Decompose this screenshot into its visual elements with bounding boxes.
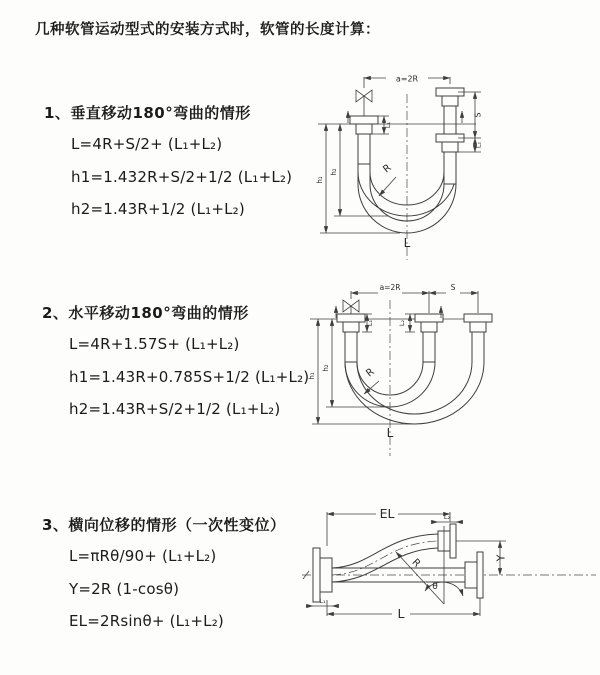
dimension-a2r [351, 283, 478, 313]
radius-construction [396, 526, 444, 604]
right-flange [465, 552, 483, 598]
dim-l1-label: L₁ [366, 319, 374, 327]
right-pipe-fitting [436, 88, 464, 184]
dim-a2r-label: a=2R [395, 74, 419, 84]
braided-hose-section [423, 332, 435, 362]
dim-h2-label: h₂ [330, 168, 338, 176]
centerline [302, 571, 596, 579]
section-1-formulas [71, 135, 292, 233]
formula-line: Y=2R (1-cosθ) [69, 579, 180, 598]
formula-line: h2=1.43R+1/2 (L₁+L₂) [71, 200, 245, 218]
dim-l1-label: L₁ [319, 597, 326, 605]
formula-line: L=4R+1.57S+ (L₁+L₂) [69, 335, 240, 353]
dimension-a2r [364, 75, 450, 89]
section-2-heading: 2、水平移动180°弯曲的情形 [42, 304, 249, 322]
page-title: 几种软管运动型式的安装方式时，软管的长度计算： [35, 22, 380, 38]
right-pipe-fitting [464, 314, 492, 332]
formula-line: EL=2Rsinθ+ (L₁+L₂) [69, 612, 224, 630]
dim-l-label: L [386, 426, 394, 440]
section-2-formulas [69, 335, 309, 433]
dim-y-label: Y [494, 554, 508, 562]
left-pipe-fitting [337, 314, 365, 362]
formula-line: L=πRθ/90+ (L₁+L₂) [69, 547, 217, 565]
braided-hose-section [358, 134, 370, 164]
dim-l2-label: L₂ [398, 319, 406, 327]
dim-s-label: S [450, 283, 456, 292]
formula-line: h1=1.43R+0.785S+1/2 (L₁+L₂) [69, 367, 310, 386]
dim-l2-label: L₂ [443, 513, 451, 521]
dim-h2-label: h₂ [322, 364, 330, 372]
radius-label: R [409, 557, 423, 570]
dimension-el [327, 506, 450, 546]
braided-hose-section [345, 332, 357, 362]
section-horizontal-movement [42, 302, 309, 433]
formula-line: h2=1.43R+S/2+1/2 (L₁+L₂) [69, 400, 281, 418]
dimension-l2 [398, 314, 415, 332]
dimension-s [429, 283, 478, 293]
dim-l2-label: L₂ [474, 141, 483, 149]
left-flange [313, 548, 332, 602]
dimension-l [327, 598, 480, 621]
section-3-formulas [69, 547, 285, 645]
radius-leader [379, 163, 396, 196]
formula-line: L=4R+S/2+ (L₁+L₂) [71, 135, 223, 153]
dim-l-label: L [403, 236, 411, 250]
radius-label: R [364, 366, 377, 380]
valve-icon [343, 300, 359, 314]
left-pipe-fitting [350, 116, 378, 164]
formula-line: h1=1.432R+S/2+1/2 (L₁+L₂) [71, 167, 293, 186]
dim-el-label: EL [379, 506, 395, 521]
radius-label: R [381, 162, 394, 176]
displaced-flange [438, 524, 456, 558]
dim-h1-label: h₁ [308, 372, 316, 380]
valve-icon [356, 90, 372, 116]
dim-l-label: L [397, 606, 405, 621]
braided-hose-section [444, 152, 456, 184]
hose-u-bends [345, 332, 484, 424]
dimension-l1 [306, 597, 339, 606]
section-vertical-movement [44, 102, 292, 233]
diagram-vertical-180-bend [312, 66, 600, 268]
section-3-heading: 3、横向位移的情形（一次性变位） [42, 516, 286, 534]
diagram-horizontal-180-bend [306, 276, 600, 464]
dim-s-label: S [473, 112, 483, 118]
middle-pipe-fitting [415, 314, 443, 362]
theta-label: θ [432, 582, 438, 592]
section-1-heading: 1、垂直移动180°弯曲的情形 [44, 104, 251, 122]
dim-l1-label: L₁ [384, 121, 392, 129]
dim-a2r-label: a=2R [379, 283, 401, 292]
diagram-lateral-displacement [298, 492, 600, 664]
dim-h1-label: h₁ [316, 176, 324, 184]
section-lateral-displacement [42, 514, 285, 645]
